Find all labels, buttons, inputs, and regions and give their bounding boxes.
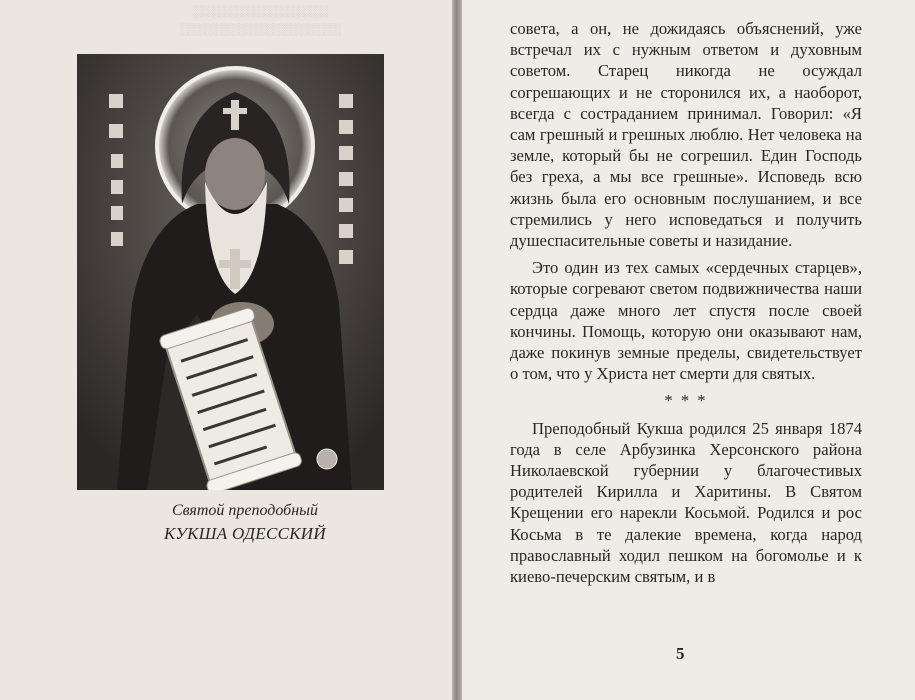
body-text [510,18,862,587]
paragraph: Преподобный Кукша родился 25 января 1874 года в селе Арбузинка Херсонского района Николаевской губернии у благочестивых родителей Кирилла и Харитины. В Святом Крещении его нарекли Косьмой. Родился и рос Косьма в те далекие времена, когда народ православный ходил пешком на богомолье и к киево-печерским святым, и в [510,418,862,587]
paragraph: Это один из тех самых «сердечных старцев», которые согревают светом подвижничества наши сердца даже много лет спустя после своей кончины. Помощь, которую они оказывают нам, даже покинув земные пределы, свидетельствует о том, что у Христа нет смерти для святых. [510,258,862,384]
paragraph: совета, а он, не дожидаясь объяснений, уже встречал их с нужным ответом и духовным советом. Старец никогда не осуждал согрешающих и не сторонился их, а наоборот, всегда с состраданием принимал. Говорил: «Я сам грешный и грешных люблю. Нет человека на земле, который бы не согрешил. Един Господь без греха, а мы все грешные». Исповедь всю жизнь была его основным послушанием, и все стремились у него исповедаться и получить душеспасительные советы и назидание. [510,19,862,251]
left-page [0,0,452,700]
caption-title: КУКША ОДЕССКИЙ [164,524,326,543]
icon-image [77,54,384,490]
bleed-through-header: ░░░░░░░░░░░░░░░░ ░░░░░░░░░░░░░░░░░░░ [179,4,341,36]
book-gutter [452,0,462,700]
page-number: 5 [676,644,685,663]
caption-subtitle: Святой преподобный [172,502,318,519]
section-separator: * * * [664,391,708,411]
icon-caption [120,500,370,546]
